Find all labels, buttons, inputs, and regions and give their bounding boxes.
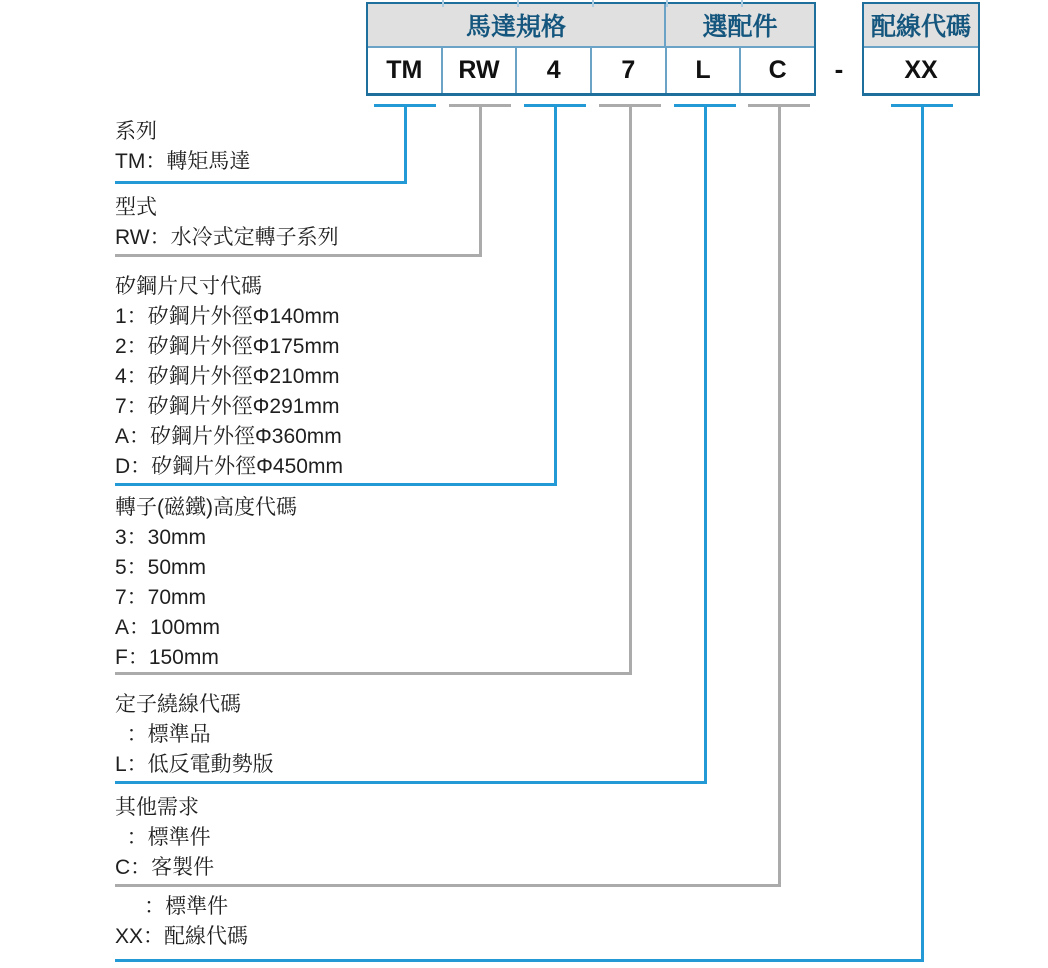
spec-table [366, 2, 816, 96]
header-motor-spec: 馬達規格 [465, 13, 566, 41]
section-title: 轉子(磁鐵)高度代碼 [115, 496, 297, 519]
section-item: 1：矽鋼片外徑Φ140mm [115, 305, 340, 328]
underline-lamination [115, 483, 557, 486]
connector-drop-7 [629, 104, 632, 675]
section-title: 矽鋼片尺寸代碼 [115, 275, 262, 298]
underline-stator-winding [115, 781, 707, 784]
section-stator-winding-code [115, 690, 274, 780]
section-other-needs [115, 793, 214, 883]
section-item: L：低反電動勢版 [115, 753, 274, 776]
underline-other-needs [115, 884, 781, 887]
section-title: 其他需求 [115, 796, 199, 819]
underline-wiring-code [115, 959, 924, 962]
table-top-tick [517, 0, 519, 7]
spec-table-value-row [368, 46, 814, 93]
header-wiring-code: 配線代碼 [870, 13, 971, 41]
hyphen-separator: - [834, 54, 844, 84]
section-item: XX：配線代碼 [115, 925, 249, 948]
section-item: A：矽鋼片外徑Φ360mm [115, 425, 342, 448]
section-series [115, 117, 250, 177]
section-item: 4：矽鋼片外徑Φ210mm [115, 365, 340, 388]
underline-type [115, 254, 482, 257]
section-item: TM：轉矩馬達 [115, 150, 251, 173]
code-cell-7: 7 [590, 48, 665, 93]
section-item: F：150mm [115, 646, 219, 669]
connector-drop-l [704, 104, 707, 784]
underline-series [115, 181, 407, 184]
table-top-tick [592, 0, 594, 7]
code-cell-tm: TM [368, 48, 441, 93]
wiring-table-value-row [864, 46, 978, 93]
code-cell-xx: XX [864, 48, 978, 93]
section-type [115, 193, 339, 253]
section-title: 定子繞線代碼 [115, 693, 241, 716]
table-top-tick [741, 0, 743, 7]
wiring-code-table [862, 2, 980, 96]
section-item: ：標準品 [115, 723, 211, 746]
section-title: 系列 [115, 120, 157, 143]
connector-drop-tm [404, 104, 407, 184]
section-rotor-height-code [115, 493, 297, 673]
connector-drop-c [778, 104, 781, 887]
code-cell-4: 4 [515, 48, 590, 93]
connector-drop-4 [554, 104, 557, 486]
table-top-tick [442, 0, 444, 7]
section-item: 7：70mm [115, 586, 207, 609]
section-wiring-code [115, 892, 248, 952]
wiring-table-header-row [864, 4, 978, 46]
section-item: 5：50mm [115, 556, 207, 579]
section-item: ：標準件 [115, 826, 211, 849]
code-cell-l: L [665, 48, 740, 93]
section-lamination-size-code [115, 272, 343, 482]
section-item: 3：30mm [115, 526, 207, 549]
section-title: 型式 [115, 196, 157, 219]
section-item: D：矽鋼片外徑Φ450mm [115, 455, 343, 478]
section-item: C：客製件 [115, 856, 215, 879]
header-options: 選配件 [664, 4, 814, 46]
spec-table-header-row [368, 4, 814, 46]
section-item: 7：矽鋼片外徑Φ291mm [115, 395, 340, 418]
code-cell-c: C [739, 48, 814, 93]
section-item: ：標準件 [115, 895, 229, 918]
code-cell-rw: RW [441, 48, 516, 93]
section-item: 2：矽鋼片外徑Φ175mm [115, 335, 340, 358]
connector-drop-xx [921, 104, 924, 962]
table-top-tick [666, 0, 668, 7]
connector-drop-rw [479, 104, 482, 257]
section-item: A：100mm [115, 616, 221, 639]
section-item: RW：水冷式定轉子系列 [115, 226, 339, 249]
